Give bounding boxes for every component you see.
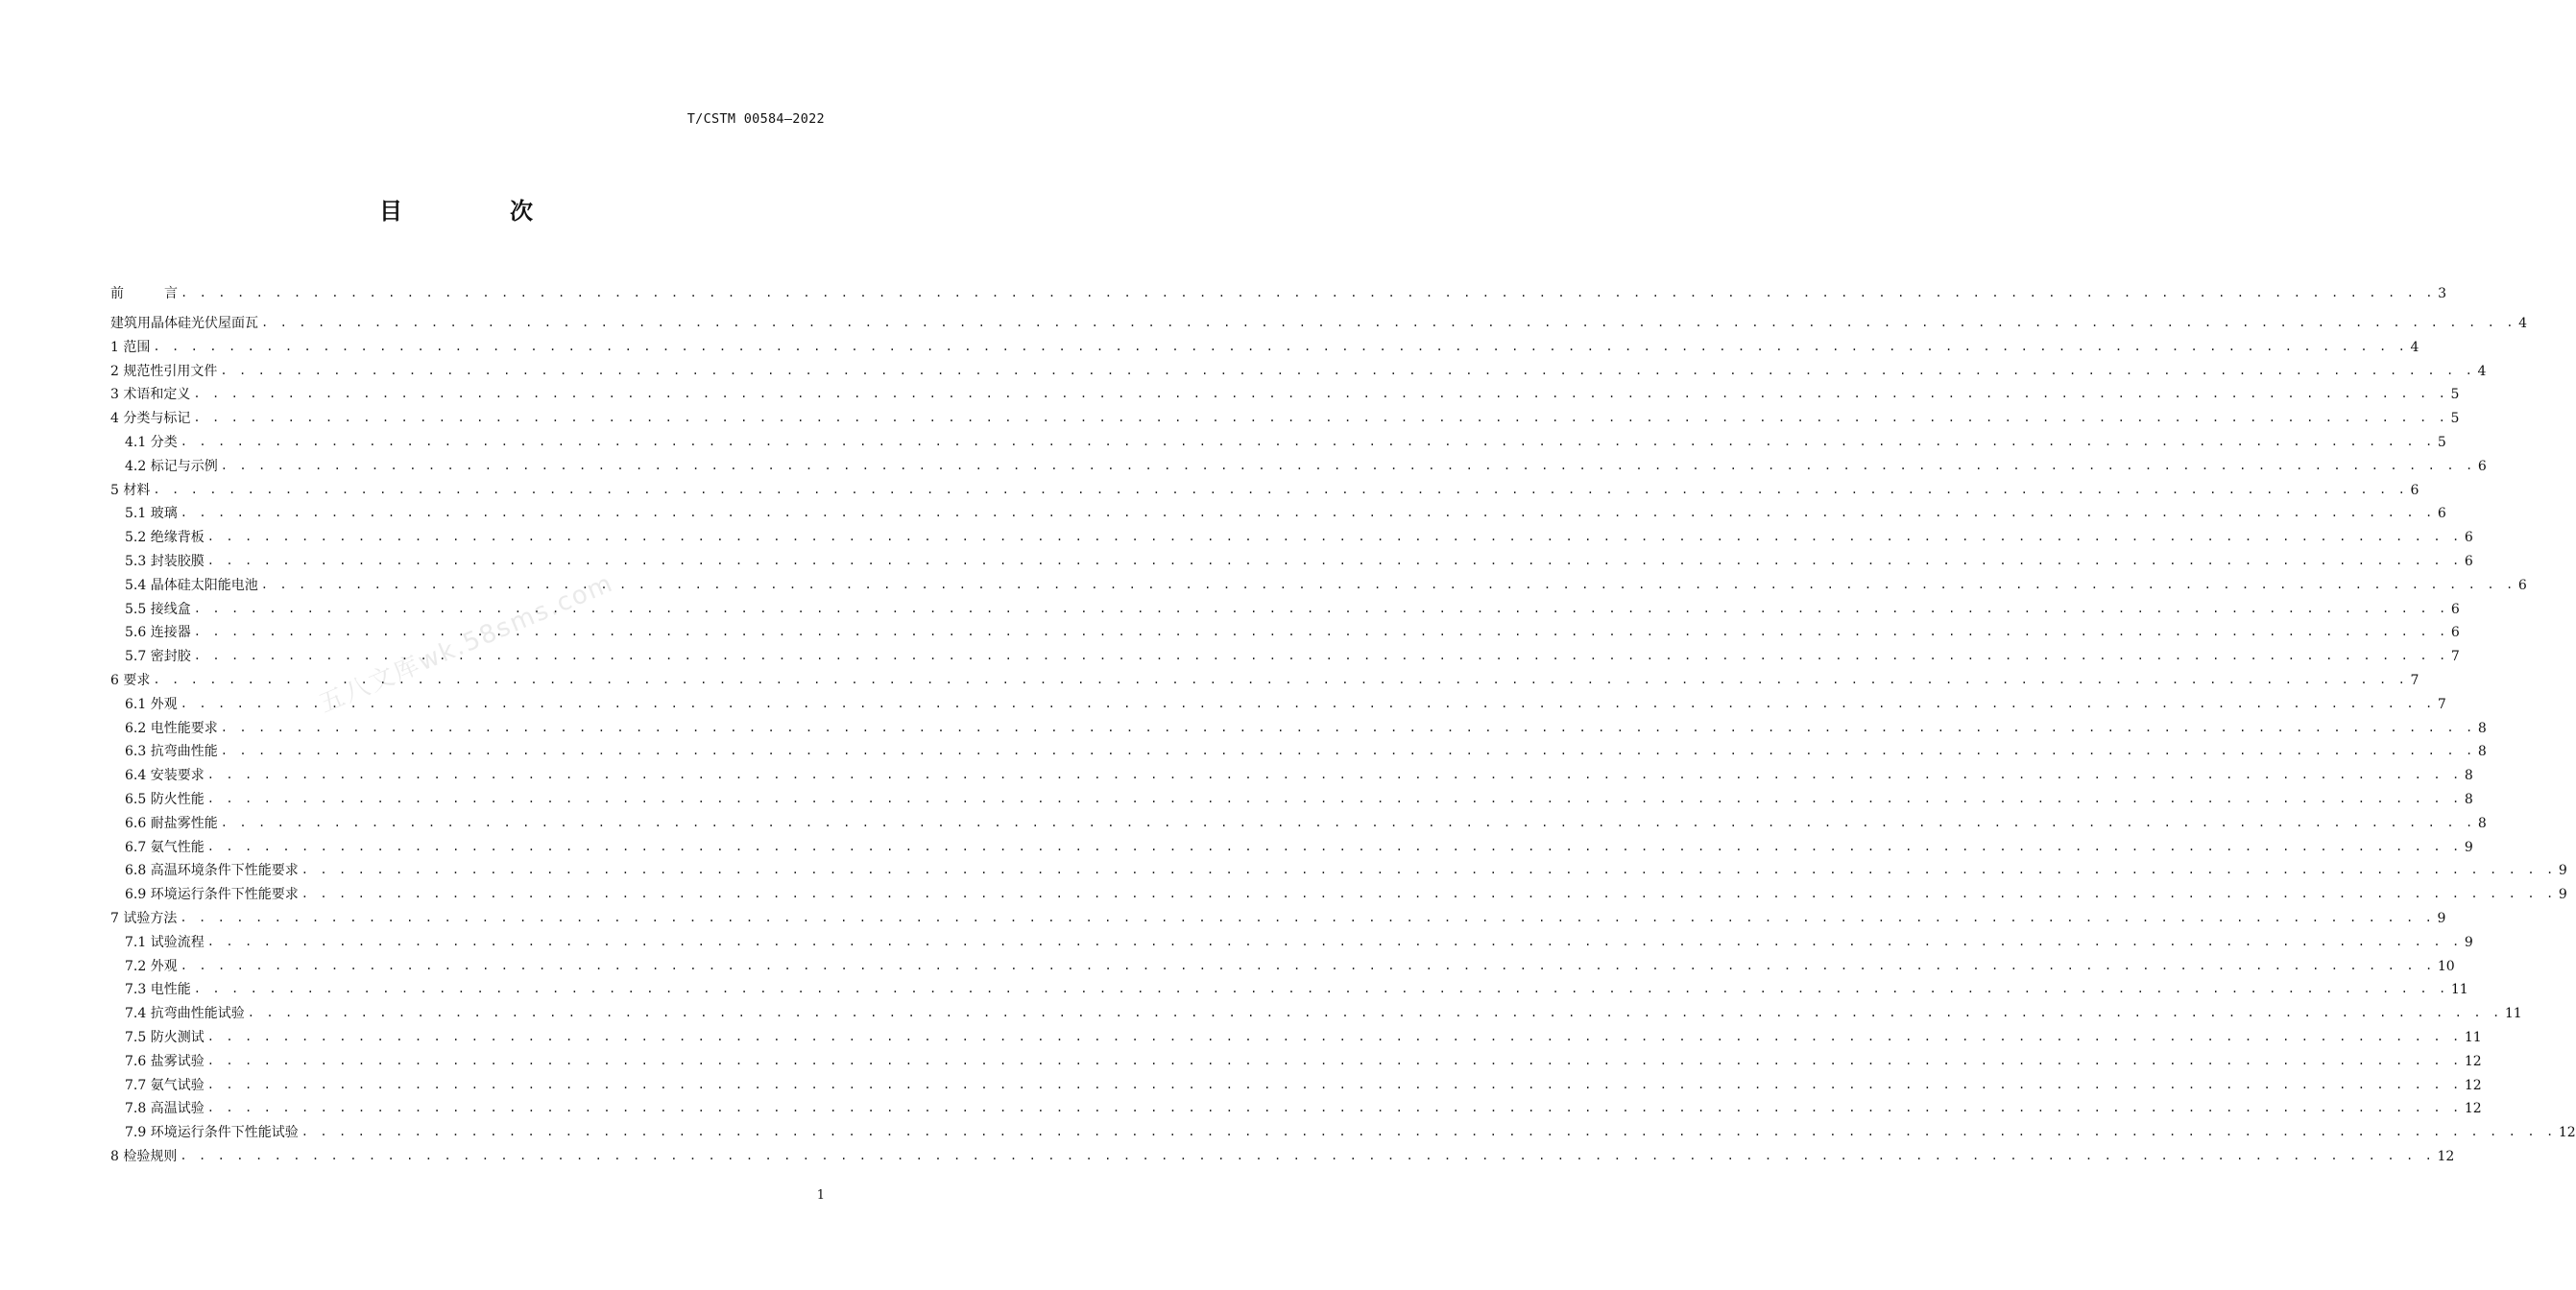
toc-entry-label: 6.5 防火性能 bbox=[125, 791, 205, 807]
toc-entry[interactable] bbox=[110, 859, 2567, 883]
toc-entry-page: 3 bbox=[2438, 285, 2447, 301]
toc-entry-label: 7.1 试验流程 bbox=[125, 934, 205, 950]
toc-entry[interactable] bbox=[110, 1097, 2482, 1121]
toc-entry[interactable] bbox=[110, 335, 2420, 359]
toc-entry[interactable] bbox=[110, 275, 2447, 305]
toc-entry-page: 12 bbox=[2464, 1077, 2482, 1093]
toc-leader-dots: . . . . . . . . . . . . . . . . . . . . . . . . . . . . . . . . . . . . . . . . . . . . . . . . . . . . . . . . . . . . . . . . . . . . . . . . . . . . . . . . . . . . . . . . . . . . . . . . . . . . . . . . . . . . . . . . . . . . . . . . bbox=[193, 649, 2448, 663]
toc-leader-dots: . . . . . . . . . . . . . . . . . . . . . . . . . . . . . . . . . . . . . . . . . . . . . . . . . . . . . . . . . . . . . . . . . . . . . . . . . . . . . . . . . . . . . . . . . . . . . . . . . . . . . . . . . . . . . . . . . . . . . . . . bbox=[220, 720, 2475, 734]
toc-entry[interactable] bbox=[110, 835, 2473, 859]
toc-entry[interactable] bbox=[110, 906, 2446, 930]
toc-entry[interactable] bbox=[110, 383, 2460, 407]
toc-leader-dots: . . . . . . . . . . . . . . . . . . . . . . . . . . . . . . . . . . . . . . . . . . . . . . . . . . . . . . . . . . . . . . . . . . . . . . . . . . . . . . . . . . . . . . . . . . . . . . . . . . . . . . . . . . . . . . . . . . . . . . . . bbox=[153, 339, 2408, 353]
toc-entry[interactable] bbox=[110, 668, 2420, 692]
toc-leader-dots: . . . . . . . . . . . . . . . . . . . . . . . . . . . . . . . . . . . . . . . . . . . . . . . . . . . . . . . . . . . . . . . . . . . . . . . . . . . . . . . . . . . . . . . . . . . . . . . . . . . . . . . . . . . . . . . . . . . . . . . . bbox=[193, 387, 2448, 401]
toc-entry[interactable] bbox=[110, 454, 2487, 478]
toc-leader-dots: . . . . . . . . . . . . . . . . . . . . . . . . . . . . . . . . . . . . . . . . . . . . . . . . . . . . . . . . . . . . . . . . . . . . . . . . . . . . . . . . . . . . . . . . . . . . . . . . . . . . . . . . . . . . . . . . . . . . . . . . bbox=[247, 1006, 2502, 1020]
toc-entry[interactable] bbox=[110, 763, 2473, 787]
toc-entry[interactable] bbox=[110, 692, 2446, 716]
toc-entry-page: 5 bbox=[2437, 434, 2446, 450]
toc-entry-label: 7.9 环境运行条件下性能试验 bbox=[125, 1125, 299, 1141]
toc-entry-page: 6 bbox=[2450, 625, 2460, 641]
toc-leader-dots: . . . . . . . . . . . . . . . . . . . . . . . . . . . . . . . . . . . . . . . . . . . . . . . . . . . . . . . . . . . . . . . . . . . . . . . . . . . . . . . . . . . . . . . . . . . . . . . . . . . . . . . . . . . . . . . . . . . . . . . . bbox=[220, 815, 2475, 829]
toc-entry[interactable] bbox=[110, 1025, 2482, 1049]
toc-entry-label: 5 材料 bbox=[110, 482, 151, 498]
toc-entry-label: 前 言 bbox=[110, 285, 178, 301]
toc-leader-dots: . . . . . . . . . . . . . . . . . . . . . . . . . . . . . . . . . . . . . . . . . . . . . . . . . . . . . . . . . . . . . . . . . . . . . . . . . . . . . . . . . . . . . . . . . . . . . . . . . . . . . . . . . . . . . . . . . . . . . . . . bbox=[206, 1053, 2462, 1067]
toc-entry-page: 5 bbox=[2450, 411, 2460, 427]
toc-entry[interactable] bbox=[110, 716, 2487, 740]
toc-entry-page: 11 bbox=[2464, 1029, 2482, 1045]
toc-leader-dots: . . . . . . . . . . . . . . . . . . . . . . . . . . . . . . . . . . . . . . . . . . . . . . . . . . . . . . . . . . . . . . . . . . . . . . . . . . . . . . . . . . . . . . . . . . . . . . . . . . . . . . . . . . . . . . . . . . . . . . . . bbox=[206, 768, 2462, 782]
toc-entry[interactable] bbox=[110, 1001, 2522, 1025]
toc-entry[interactable] bbox=[110, 740, 2487, 764]
toc-entry[interactable] bbox=[110, 1120, 2576, 1144]
toc-entry-label: 5.7 密封胶 bbox=[125, 649, 191, 665]
toc-leader-dots: . . . . . . . . . . . . . . . . . . . . . . . . . . . . . . . . . . . . . . . . . . . . . . . . . . . . . . . . . . . . . . . . . . . . . . . . . . . . . . . . . . . . . . . . . . . . . . . . . . . . . . . . . . . . . . . . . . . . . . . . bbox=[180, 506, 2435, 520]
toc-entry-label: 5.5 接线盒 bbox=[125, 601, 191, 617]
toc-entry[interactable] bbox=[110, 406, 2460, 430]
toc-leader-dots: . . . . . . . . . . . . . . . . . . . . . . . . . . . . . . . . . . . . . . . . . . . . . . . . . . . . . . . . . . . . . . . . . . . . . . . . . . . . . . . . . . . . . . . . . . . . . . . . . . . . . . . . . . . . . . . . . . . . . . . . bbox=[220, 458, 2475, 472]
toc-leader-dots: . . . . . . . . . . . . . . . . . . . . . . . . . . . . . . . . . . . . . . . . . . . . . . . . . . . . . . . . . . . . . . . . . . . . . . . . . . . . . . . . . . . . . . . . . . . . . . . . . . . . . . . . . . . . . . . . . . . . . . . . bbox=[180, 434, 2435, 448]
toc-entry-label: 6.3 抗弯曲性能 bbox=[125, 744, 218, 760]
toc-entry-label: 7.7 氨气试验 bbox=[125, 1077, 205, 1093]
toc-entry-label: 7.8 高温试验 bbox=[125, 1101, 205, 1117]
toc-entry-page: 8 bbox=[2477, 720, 2487, 736]
toc-leader-dots: . . . . . . . . . . . . . . . . . . . . . . . . . . . . . . . . . . . . . . . . . . . . . . . . . . . . . . . . . . . . . . . . . . . . . . . . . . . . . . . . . . . . . . . . . . . . . . . . . . . . . . . . . . . . . . . . . . . . . . . . bbox=[180, 1148, 2435, 1162]
toc-entry-page: 8 bbox=[2464, 768, 2473, 784]
toc-entry-label: 6.6 耐盐雾性能 bbox=[125, 815, 218, 831]
toc-leader-dots: . . . . . . . . . . . . . . . . . . . . . . . . . . . . . . . . . . . . . . . . . . . . . . . . . . . . . . . . . . . . . . . . . . . . . . . . . . . . . . . . . . . . . . . . . . . . . . . . . . . . . . . . . . . . . . . . . . . . . . . . bbox=[206, 530, 2462, 544]
toc-entry-label: 6.8 高温环境条件下性能要求 bbox=[125, 863, 299, 879]
toc-entry-page: 7 bbox=[2450, 649, 2460, 665]
toc-entry-page: 4 bbox=[2518, 316, 2528, 331]
toc-entry-label: 7.4 抗弯曲性能试验 bbox=[125, 1006, 245, 1022]
toc-entry-label: 4.2 标记与示例 bbox=[125, 458, 218, 474]
toc-entry-page: 8 bbox=[2464, 791, 2473, 807]
toc-entry-page: 7 bbox=[2410, 672, 2420, 688]
toc-entry-page: 6 bbox=[2517, 577, 2527, 593]
toc-entry-label: 7.2 外观 bbox=[125, 958, 178, 974]
toc-leader-dots: . . . . . . . . . . . . . . . . . . . . . . . . . . . . . . . . . . . . . . . . . . . . . . . . . . . . . . . . . . . . . . . . . . . . . . . . . . . . . . . . . . . . . . . . . . . . . . . . . . . . . . . . . . . . . . . . . . . . . . . . bbox=[261, 316, 2516, 329]
toc-entry[interactable] bbox=[110, 644, 2460, 668]
toc-entry-page: 4 bbox=[2410, 339, 2420, 355]
toc-leader-dots: . . . . . . . . . . . . . . . . . . . . . . . . . . . . . . . . . . . . . . . . . . . . . . . . . . . . . . . . . . . . . . . . . . . . . . . . . . . . . . . . . . . . . . . . . . . . . . . . . . . . . . . . . . . . . . . . . . . . . . . . bbox=[193, 411, 2448, 425]
toc-entry-page: 6 bbox=[2477, 458, 2487, 474]
toc-entry-page: 5 bbox=[2450, 387, 2460, 403]
toc-entry[interactable] bbox=[110, 1144, 2455, 1168]
toc-entry[interactable] bbox=[110, 978, 2468, 1002]
toc-leader-dots: . . . . . . . . . . . . . . . . . . . . . . . . . . . . . . . . . . . . . . . . . . . . . . . . . . . . . . . . . . . . . . . . . . . . . . . . . . . . . . . . . . . . . . . . . . . . . . . . . . . . . . . . . . . . . . . . . . . . . . . . bbox=[180, 696, 2435, 710]
toc-entry-label: 5.3 封装胶膜 bbox=[125, 553, 205, 569]
toc-entry-label: 5.2 绝缘背板 bbox=[125, 530, 205, 546]
toc-entry-page: 9 bbox=[2558, 863, 2567, 879]
toc-entry-label: 4 分类与标记 bbox=[110, 411, 191, 427]
toc-entry[interactable] bbox=[110, 549, 2473, 573]
toc-entry[interactable] bbox=[110, 430, 2446, 454]
toc-entry[interactable] bbox=[110, 621, 2460, 645]
toc-entry[interactable] bbox=[110, 811, 2487, 835]
toc-entry-label: 7.3 电性能 bbox=[125, 982, 191, 998]
toc-entry-page: 6 bbox=[2464, 530, 2473, 546]
toc-entry-label: 建筑用晶体硅光伏屋面瓦 bbox=[110, 316, 258, 331]
page-number: 1 bbox=[816, 1188, 825, 1203]
toc-leader-dots: . . . . . . . . . . . . . . . . . . . . . . . . . . . . . . . . . . . . . . . . . . . . . . . . . . . . . . . . . . . . . . . . . . . . . . . . . . . . . . . . . . . . . . . . . . . . . . . . . . . . . . . . . . . . . . . . . . . . . . . . bbox=[180, 958, 2435, 972]
toc-title: 目 次 bbox=[379, 197, 575, 225]
toc-leader-dots: . . . . . . . . . . . . . . . . . . . . . . . . . . . . . . . . . . . . . . . . . . . . . . . . . . . . . . . . . . . . . . . . . . . . . . . . . . . . . . . . . . . . . . . . . . . . . . . . . . . . . . . . . . . . . . . . . . . . . . . . bbox=[301, 863, 2556, 877]
toc-leader-dots: . . . . . . . . . . . . . . . . . . . . . . . . . . . . . . . . . . . . . . . . . . . . . . . . . . . . . . . . . . . . . . . . . . . . . . . . . . . . . . . . . . . . . . . . . . . . . . . . . . . . . . . . . . . . . . . . . . . . . . . . bbox=[301, 1125, 2556, 1139]
toc-leader-dots: . . . . . . . . . . . . . . . . . . . . . . . . . . . . . . . . . . . . . . . . . . . . . . . . . . . . . . . . . . . . . . . . . . . . . . . . . . . . . . . . . . . . . . . . . . . . . . . . . . . . . . . . . . . . . . . . . . . . . . . . bbox=[301, 887, 2556, 901]
toc-entry-label: 6.7 氨气性能 bbox=[125, 839, 205, 855]
toc-leader-dots: . . . . . . . . . . . . . . . . . . . . . . . . . . . . . . . . . . . . . . . . . . . . . . . . . . . . . . . . . . . . . . . . . . . . . . . . . . . . . . . . . . . . . . . . . . . . . . . . . . . . . . . . . . . . . . . . . . . . . . . . bbox=[206, 839, 2462, 853]
toc-leader-dots: . . . . . . . . . . . . . . . . . . . . . . . . . . . . . . . . . . . . . . . . . . . . . . . . . . . . . . . . . . . . . . . . . . . . . . . . . . . . . . . . . . . . . . . . . . . . . . . . . . . . . . . . . . . . . . . . . . . . . . . . bbox=[180, 910, 2435, 924]
watermark: 五八文库wk.58sms.com bbox=[315, 568, 618, 720]
toc-entry[interactable] bbox=[110, 359, 2487, 383]
toc-leader-dots: . . . . . . . . . . . . . . . . . . . . . . . . . . . . . . . . . . . . . . . . . . . . . . . . . . . . . . . . . . . . . . . . . . . . . . . . . . . . . . . . . . . . . . . . . . . . . . . . . . . . . . . . . . . . . . . . . . . . . . . . bbox=[193, 601, 2448, 615]
toc-entry[interactable] bbox=[110, 573, 2527, 597]
toc-entry-label: 1 范围 bbox=[110, 339, 151, 355]
toc-entry-label: 3 术语和定义 bbox=[110, 387, 191, 403]
toc-entry[interactable] bbox=[110, 478, 2420, 502]
toc-entry-page: 12 bbox=[2558, 1125, 2576, 1141]
toc-leader-dots: . . . . . . . . . . . . . . . . . . . . . . . . . . . . . . . . . . . . . . . . . . . . . . . . . . . . . . . . . . . . . . . . . . . . . . . . . . . . . . . . . . . . . . . . . . . . . . . . . . . . . . . . . . . . . . . . . . . . . . . . bbox=[153, 482, 2408, 496]
toc-entry-page: 6 bbox=[2437, 506, 2446, 522]
toc-entry-label: 6 要求 bbox=[110, 672, 151, 688]
toc-leader-dots: . . . . . . . . . . . . . . . . . . . . . . . . . . . . . . . . . . . . . . . . . . . . . . . . . . . . . . . . . . . . . . . . . . . . . . . . . . . . . . . . . . . . . . . . . . . . . . . . . . . . . . . . . . . . . . . . . . . . . . . . bbox=[193, 982, 2448, 996]
toc-entry-page: 6 bbox=[2450, 601, 2460, 617]
toc-entry-label: 6.9 环境运行条件下性能要求 bbox=[125, 887, 299, 903]
toc-entry-label: 7.5 防火测试 bbox=[125, 1029, 205, 1045]
toc-leader-dots: . . . . . . . . . . . . . . . . . . . . . . . . . . . . . . . . . . . . . . . . . . . . . . . . . . . . . . . . . . . . . . . . . . . . . . . . . . . . . . . . . . . . . . . . . . . . . . . . . . . . . . . . . . . . . . . . . . . . . . . . bbox=[260, 577, 2516, 591]
toc-entry-page: 12 bbox=[2437, 1148, 2455, 1164]
toc-entry-label: 2 规范性引用文件 bbox=[110, 363, 218, 379]
table-of-contents bbox=[110, 275, 2576, 1168]
document-number: T/CSTM 00584—2022 bbox=[686, 111, 825, 127]
toc-entry[interactable] bbox=[110, 1049, 2482, 1073]
toc-leader-dots: . . . . . . . . . . . . . . . . . . . . . . . . . . . . . . . . . . . . . . . . . . . . . . . . . . . . . . . . . . . . . . . . . . . . . . . . . . . . . . . . . . . . . . . . . . . . . . . . . . . . . . . . . . . . . . . . . . . . . . . . bbox=[206, 553, 2462, 567]
toc-leader-dots: . . . . . . . . . . . . . . . . . . . . . . . . . . . . . . . . . . . . . . . . . . . . . . . . . . . . . . . . . . . . . . . . . . . . . . . . . . . . . . . . . . . . . . . . . . . . . . . . . . . . . . . . . . . . . . . . . . . . . . . . bbox=[181, 285, 2436, 299]
toc-entry-label: 5.1 玻璃 bbox=[125, 506, 178, 522]
toc-entry-page: 10 bbox=[2437, 958, 2455, 974]
toc-entry-label: 6.1 外观 bbox=[125, 696, 178, 712]
toc-entry-label: 7.6 盐雾试验 bbox=[125, 1053, 205, 1069]
toc-leader-dots: . . . . . . . . . . . . . . . . . . . . . . . . . . . . . . . . . . . . . . . . . . . . . . . . . . . . . . . . . . . . . . . . . . . . . . . . . . . . . . . . . . . . . . . . . . . . . . . . . . . . . . . . . . . . . . . . . . . . . . . . bbox=[206, 934, 2462, 948]
toc-leader-dots: . . . . . . . . . . . . . . . . . . . . . . . . . . . . . . . . . . . . . . . . . . . . . . . . . . . . . . . . . . . . . . . . . . . . . . . . . . . . . . . . . . . . . . . . . . . . . . . . . . . . . . . . . . . . . . . . . . . . . . . . bbox=[193, 625, 2448, 639]
toc-entry-page: 12 bbox=[2464, 1053, 2482, 1069]
toc-leader-dots: . . . . . . . . . . . . . . . . . . . . . . . . . . . . . . . . . . . . . . . . . . . . . . . . . . . . . . . . . . . . . . . . . . . . . . . . . . . . . . . . . . . . . . . . . . . . . . . . . . . . . . . . . . . . . . . . . . . . . . . . bbox=[206, 1077, 2462, 1091]
toc-entry-page: 6 bbox=[2410, 482, 2420, 498]
toc-entry-page: 9 bbox=[2464, 839, 2473, 855]
toc-entry-page: 9 bbox=[2464, 934, 2473, 950]
toc-leader-dots: . . . . . . . . . . . . . . . . . . . . . . . . . . . . . . . . . . . . . . . . . . . . . . . . . . . . . . . . . . . . . . . . . . . . . . . . . . . . . . . . . . . . . . . . . . . . . . . . . . . . . . . . . . . . . . . . . . . . . . . . bbox=[206, 1029, 2462, 1043]
toc-entry[interactable] bbox=[110, 787, 2473, 811]
toc-entry-page: 4 bbox=[2477, 363, 2487, 379]
toc-entry-page: 6 bbox=[2464, 553, 2473, 569]
toc-entry[interactable] bbox=[110, 882, 2567, 906]
toc-entry-label: 5.4 晶体硅太阳能电池 bbox=[125, 577, 258, 593]
toc-entry-page: 8 bbox=[2477, 744, 2487, 760]
toc-entry[interactable] bbox=[110, 1073, 2482, 1097]
toc-entry-page: 7 bbox=[2437, 696, 2446, 712]
toc-entry[interactable] bbox=[110, 525, 2473, 549]
toc-entry-page: 12 bbox=[2464, 1101, 2482, 1117]
toc-entry[interactable] bbox=[110, 954, 2455, 978]
toc-leader-dots: . . . . . . . . . . . . . . . . . . . . . . . . . . . . . . . . . . . . . . . . . . . . . . . . . . . . . . . . . . . . . . . . . . . . . . . . . . . . . . . . . . . . . . . . . . . . . . . . . . . . . . . . . . . . . . . . . . . . . . . . bbox=[220, 744, 2475, 758]
toc-entry-page: 9 bbox=[2437, 910, 2446, 926]
toc-entry[interactable] bbox=[110, 305, 2528, 336]
toc-entry-label: 5.6 连接器 bbox=[125, 625, 191, 641]
toc-entry[interactable] bbox=[110, 597, 2460, 621]
toc-entry-label: 6.4 安装要求 bbox=[125, 768, 205, 784]
toc-entry[interactable] bbox=[110, 930, 2473, 954]
toc-entry[interactable] bbox=[110, 502, 2446, 526]
toc-leader-dots: . . . . . . . . . . . . . . . . . . . . . . . . . . . . . . . . . . . . . . . . . . . . . . . . . . . . . . . . . . . . . . . . . . . . . . . . . . . . . . . . . . . . . . . . . . . . . . . . . . . . . . . . . . . . . . . . . . . . . . . . bbox=[206, 791, 2462, 805]
toc-entry-label: 7 试验方法 bbox=[110, 910, 178, 926]
toc-leader-dots: . . . . . . . . . . . . . . . . . . . . . . . . . . . . . . . . . . . . . . . . . . . . . . . . . . . . . . . . . . . . . . . . . . . . . . . . . . . . . . . . . . . . . . . . . . . . . . . . . . . . . . . . . . . . . . . . . . . . . . . . bbox=[153, 672, 2408, 686]
toc-entry-page: 8 bbox=[2477, 815, 2487, 831]
toc-entry-page: 11 bbox=[2450, 982, 2468, 998]
toc-entry-label: 4.1 分类 bbox=[125, 434, 178, 450]
toc-entry-label: 8 检验规则 bbox=[110, 1148, 178, 1164]
toc-entry-page: 9 bbox=[2558, 887, 2567, 903]
toc-entry-label: 6.2 电性能要求 bbox=[125, 720, 218, 736]
toc-leader-dots: . . . . . . . . . . . . . . . . . . . . . . . . . . . . . . . . . . . . . . . . . . . . . . . . . . . . . . . . . . . . . . . . . . . . . . . . . . . . . . . . . . . . . . . . . . . . . . . . . . . . . . . . . . . . . . . . . . . . . . . . bbox=[220, 363, 2475, 377]
toc-leader-dots: . . . . . . . . . . . . . . . . . . . . . . . . . . . . . . . . . . . . . . . . . . . . . . . . . . . . . . . . . . . . . . . . . . . . . . . . . . . . . . . . . . . . . . . . . . . . . . . . . . . . . . . . . . . . . . . . . . . . . . . . bbox=[206, 1101, 2462, 1115]
toc-entry-page: 11 bbox=[2504, 1006, 2522, 1022]
